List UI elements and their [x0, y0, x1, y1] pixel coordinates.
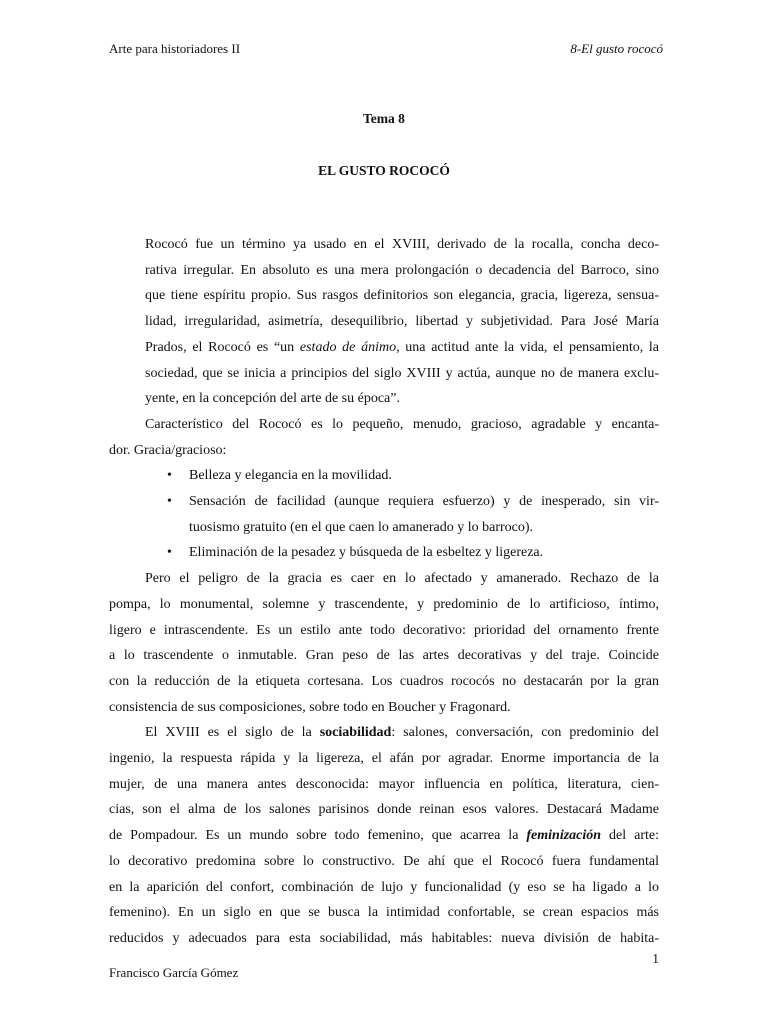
text-line: que tiene espíritu propio. Sus rasgos definitorios son elegancia, gracia, ligereza, sensua- [145, 288, 659, 304]
list-item-text: Belleza y elegancia en la movilidad. [189, 468, 392, 484]
text-line [109, 720, 659, 746]
text-line: reducidos y adecuados para esta sociabilidad, más habitables: nueva división de habita- [109, 930, 659, 946]
paragraph-4 [109, 720, 659, 951]
body-text [109, 232, 659, 952]
running-header-left: Arte para historiadores II [109, 41, 241, 56]
text-run: El XVIII es el siglo de la [145, 725, 320, 741]
text-line: Pero el peligro de la gracia es caer en lo afectado y amanerado. Rechazo de la [145, 571, 659, 587]
list-item [109, 463, 659, 489]
text-line: yente, en la concepción del arte de su época”. [145, 391, 400, 407]
running-header-right: 8-El gusto rococó [570, 41, 663, 56]
text-line: consistencia de sus composiciones, sobre todo en Boucher y Fragonard. [109, 699, 511, 715]
text-line: ligero e intrascendente. Es un estilo ante todo decorativo: prioridad del ornamento frente [109, 622, 659, 638]
list-item-text: tuosismo gratuito (en el que caen lo amanerado y lo barroco). [189, 519, 534, 535]
bullet-icon: • [167, 468, 172, 484]
text-line: lidad, irregularidad, asimetría, desequilibrio, libertad y subjetividad. Para José María [145, 314, 659, 330]
text-line: cias, son el alma de los salones parisinos donde reinan esos valores. Destacará Madame [109, 802, 659, 818]
text-line: femenino). En un siglo en que se busca la intimidad confortable, se crean espacios más [109, 905, 659, 921]
text-line [109, 335, 659, 361]
text-line: sociedad, que se inicia a principios del siglo XVIII y actúa, aunque no de manera exclu- [145, 365, 659, 381]
footer-author: Francisco García Gómez [109, 965, 239, 980]
list-item [109, 540, 659, 566]
emphasis-text: estado de ánimo [299, 339, 397, 355]
text-line: dor. Gracia/gracioso: [109, 442, 227, 458]
text-run: Prados, el Rococó es “un [145, 339, 300, 355]
text-line: a lo trascendente o inmutable. Gran peso de las artes decorativas y del traje. Coincide [109, 648, 659, 664]
text-run: : salones, conversación, con predominio del [391, 725, 659, 741]
paragraph-1 [109, 232, 659, 412]
bullet-list [109, 463, 659, 566]
bold-emphasis-text: feminización [526, 828, 602, 844]
text-run: de Pompadour. Es un mundo sobre todo femenino, que acarrea la [109, 828, 527, 844]
text-line: lo decorativo predomina sobre lo constructivo. De ahí que el Rococó fuera fundamental [109, 853, 659, 869]
text-line: pompa, lo monumental, solemne y trascendente, y predominio de lo artificioso, íntimo, [109, 596, 659, 612]
page-title: EL GUSTO ROCOCÓ [318, 163, 450, 178]
text-line: mujer, de una manera antes desconocida: mayor influencia en política, literatura, cien- [109, 776, 659, 792]
text-line: ingenio, la respuesta rápida y la ligereza, el afán por agradar. Enorme importancia de la [109, 751, 659, 767]
text-run: del arte: [601, 828, 659, 844]
bullet-icon: • [167, 494, 172, 510]
text-run: , una actitud ante la vida, el pensamiento, la [396, 339, 660, 355]
text-line [73, 823, 659, 849]
text-line: Característico del Rococó es lo pequeño, menudo, gracioso, agradable y encanta- [145, 416, 659, 432]
text-line: rativa irregular. En absoluto es una mera prolongación o decadencia del Barroco, sino [145, 262, 659, 278]
list-item [109, 489, 659, 540]
bold-text: sociabilidad [319, 725, 392, 741]
text-line: en la aparición del confort, combinación de lujo y funcionalidad (y eso se ha ligado a lo [109, 879, 659, 895]
paragraph-2 [109, 412, 659, 463]
text-line: Rococó fue un término ya usado en el XVIII, derivado de la rocalla, concha deco- [145, 237, 659, 252]
bullet-icon: • [167, 545, 172, 561]
list-item-text: Sensación de facilidad (aunque requiera esfuerzo) y de inesperado, sin vir- [189, 494, 659, 510]
page-number: 1 [652, 951, 659, 966]
section-number: Tema 8 [363, 111, 405, 126]
paragraph-3 [109, 566, 659, 720]
text-line: con la reducción de la etiqueta cortesana. Los cuadros rococós no destacarán por la gran [109, 673, 659, 689]
list-item-text: Eliminación de la pesadez y búsqueda de la esbeltez y ligereza. [189, 545, 544, 561]
